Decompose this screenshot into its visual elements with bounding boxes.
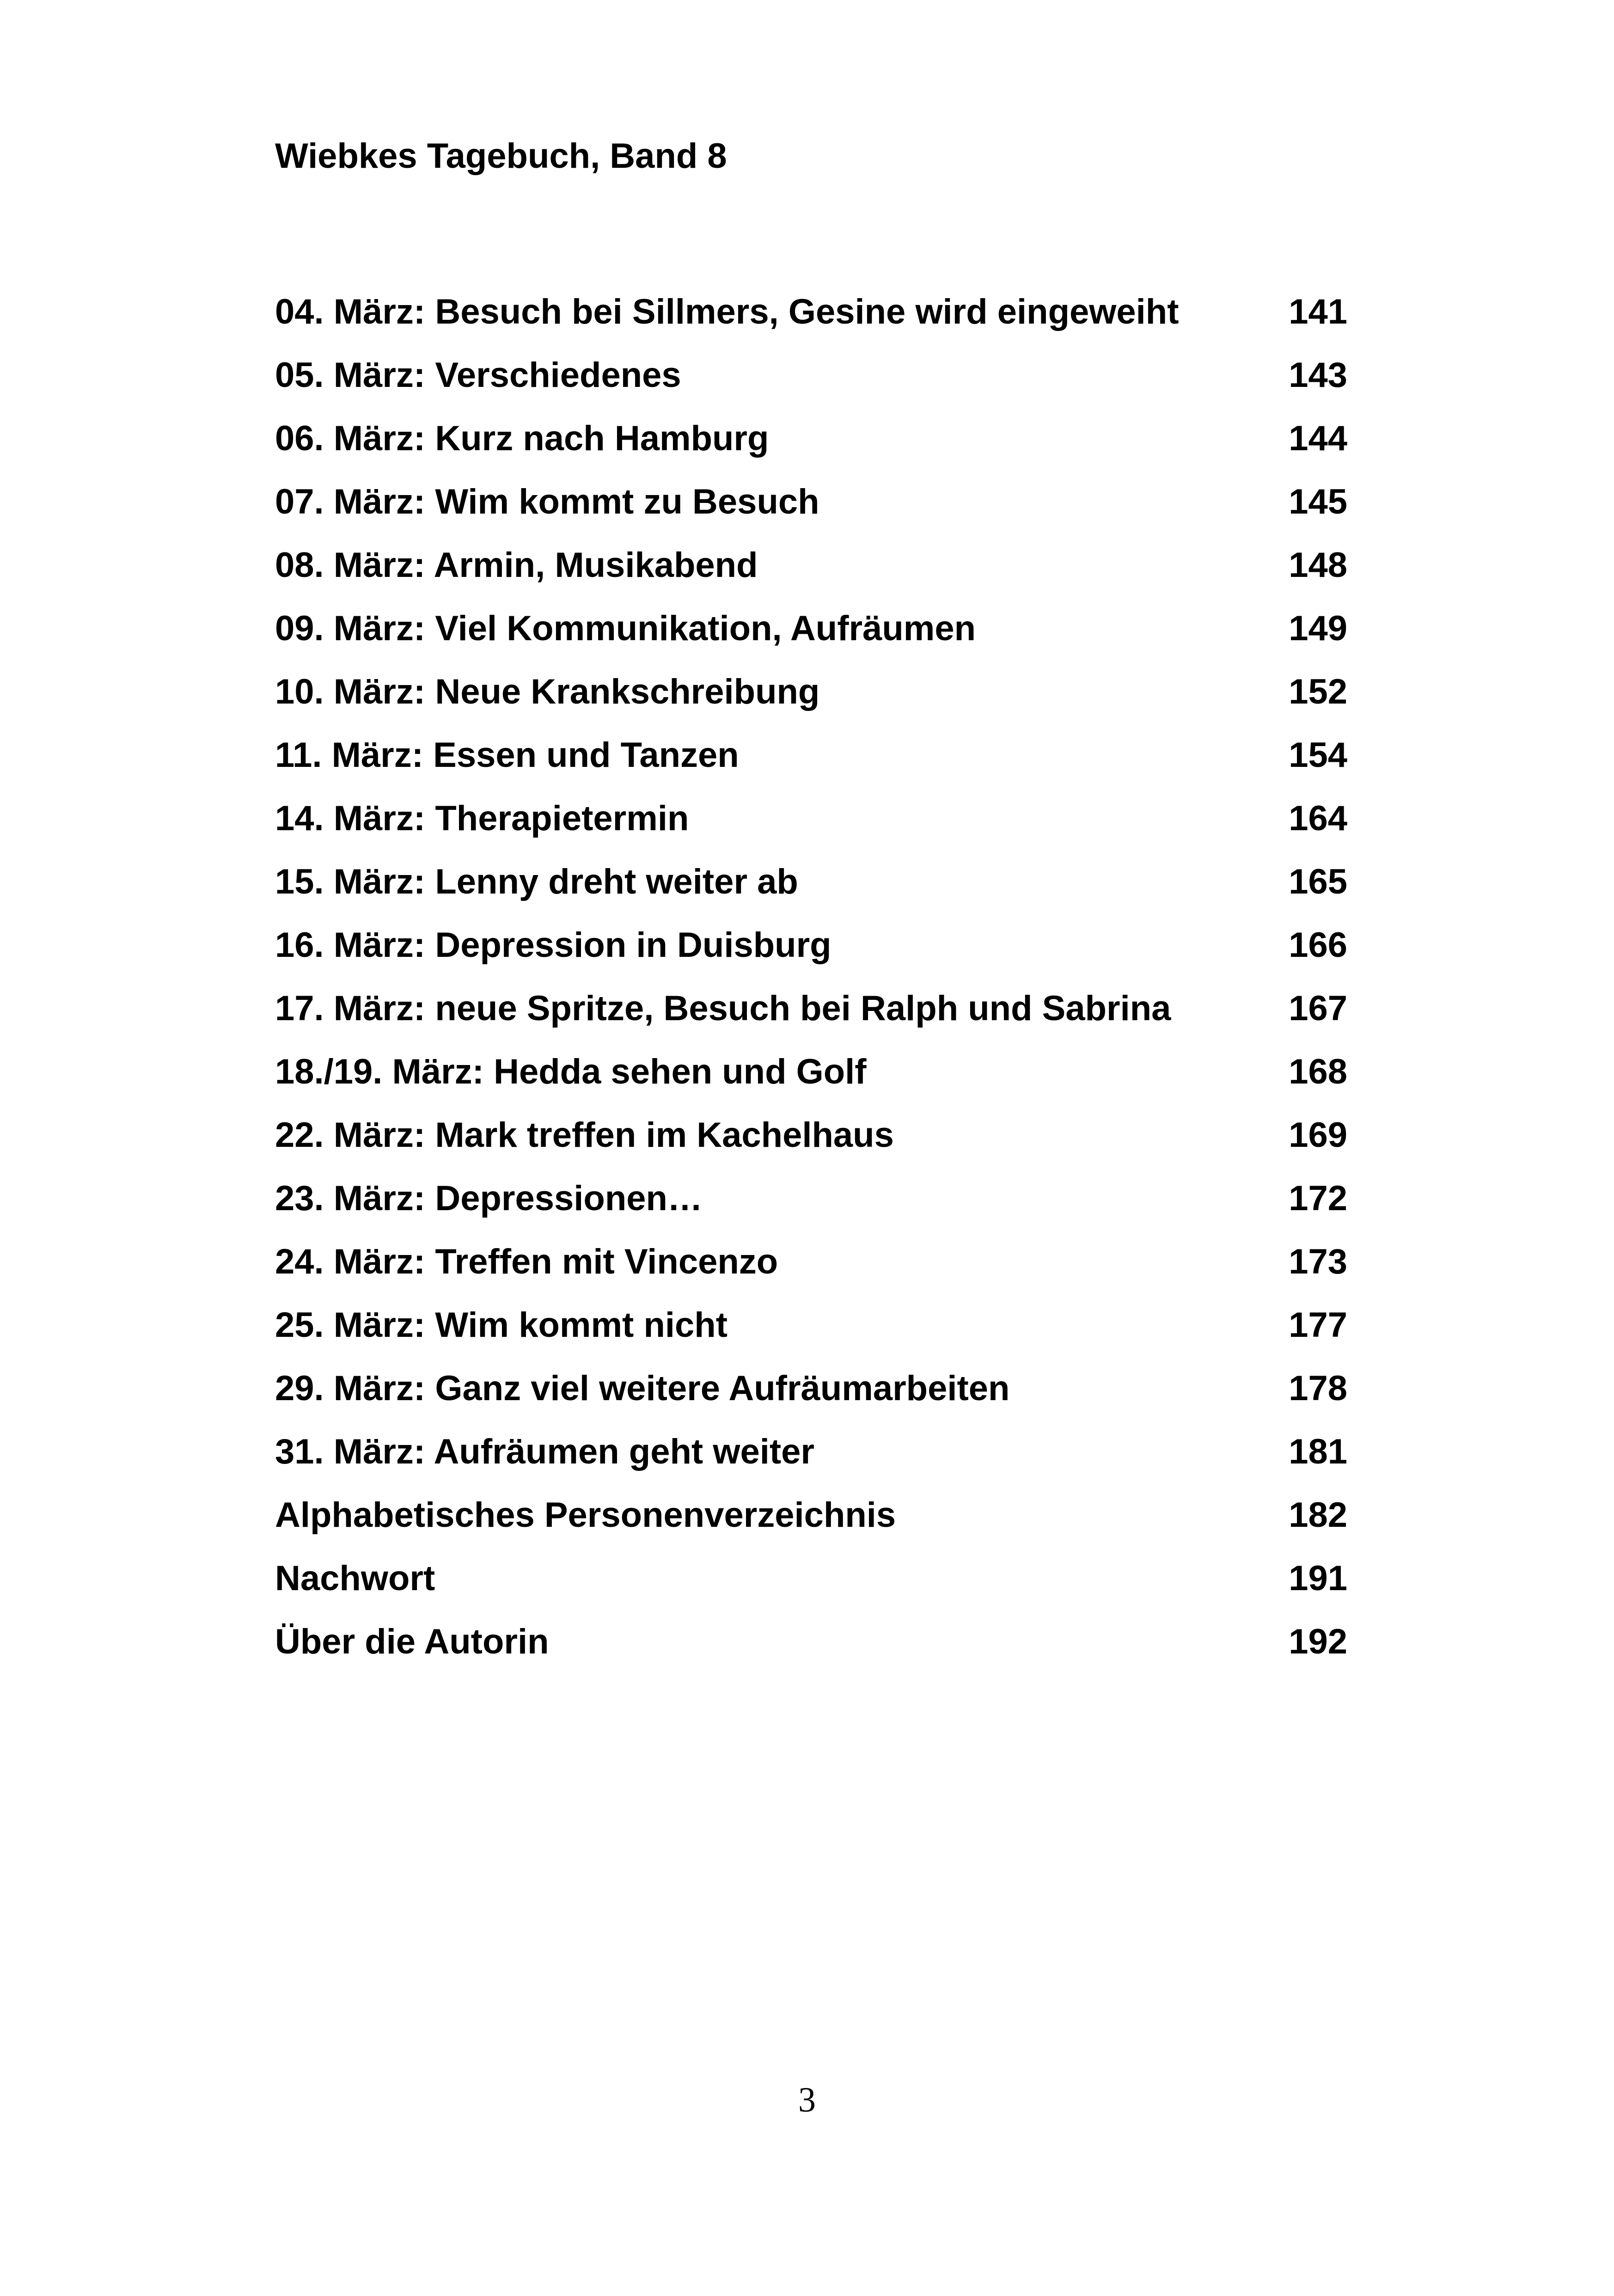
toc-entry-page: 152 [1289, 672, 1347, 711]
toc-entry-title: 16. März: Depression in Duisburg [275, 925, 831, 965]
toc-entry-page: 141 [1289, 292, 1347, 331]
toc-entry-page: 192 [1289, 1622, 1347, 1661]
toc-entry-page: 182 [1289, 1495, 1347, 1535]
toc-entry [275, 1115, 1347, 1181]
toc-entry [275, 355, 1347, 421]
toc-entry-page: 169 [1289, 1115, 1347, 1155]
toc-entry-title: 14. März: Therapietermin [275, 799, 689, 838]
toc-entry-page: 173 [1289, 1242, 1347, 1281]
toc-entry-page: 177 [1289, 1305, 1347, 1345]
table-of-contents [275, 294, 1347, 1688]
toc-entry-page: 144 [1289, 419, 1347, 458]
toc-entry-title: 17. März: neue Spritze, Besuch bei Ralph und Sabrina [275, 989, 1171, 1028]
toc-entry-page: 143 [1289, 355, 1347, 395]
toc-entry [275, 1495, 1347, 1561]
toc-entry [275, 1434, 1347, 1498]
toc-entry [275, 735, 1347, 801]
toc-entry-page: 191 [1289, 1559, 1347, 1598]
toc-entry-title: Alphabetisches Personenverzeichnis [275, 1495, 896, 1535]
toc-entry [275, 421, 1347, 484]
toc-entry [275, 864, 1347, 928]
toc-entry-page: 154 [1289, 735, 1347, 775]
toc-entry-page: 167 [1289, 989, 1347, 1028]
toc-entry-title: 08. März: Armin, Musikabend [275, 545, 758, 585]
toc-entry-page: 172 [1289, 1179, 1347, 1218]
toc-entry [275, 1244, 1347, 1308]
toc-entry-page: 181 [1289, 1432, 1347, 1471]
toc-entry-title: 07. März: Wim kommt zu Besuch [275, 482, 819, 521]
toc-entry-page: 168 [1289, 1052, 1347, 1091]
toc-entry [275, 1561, 1347, 1624]
toc-entry-title: 18./19. März: Hedda sehen und Golf [275, 1052, 867, 1091]
toc-entry-title: 04. März: Besuch bei Sillmers, Gesine wird eingeweiht [275, 292, 1179, 331]
book-title: Wiebkes Tagebuch, Band 8 [275, 136, 727, 176]
toc-entry [275, 294, 1347, 358]
toc-entry-title: 29. März: Ganz viel weitere Aufräumarbeiten [275, 1369, 1010, 1408]
toc-entry-title: Nachwort [275, 1559, 435, 1598]
toc-entry [275, 484, 1347, 548]
toc-entry-page: 166 [1289, 925, 1347, 965]
toc-entry [275, 545, 1347, 611]
toc-entry [275, 611, 1347, 674]
toc-entry-title: 06. März: Kurz nach Hamburg [275, 419, 769, 458]
toc-entry [275, 991, 1347, 1054]
toc-entry-title: 05. März: Verschiedenes [275, 355, 681, 395]
toc-entry-page: 165 [1289, 862, 1347, 901]
toc-entry-title: 10. März: Neue Krankschreibung [275, 672, 820, 711]
toc-entry-title: 24. März: Treffen mit Vincenzo [275, 1242, 778, 1281]
toc-entry [275, 1054, 1347, 1118]
toc-entry-title: 15. März: Lenny dreht weiter ab [275, 862, 798, 901]
toc-entry [275, 674, 1347, 738]
toc-entry [275, 1624, 1347, 1688]
toc-entry-title: Über die Autorin [275, 1622, 549, 1661]
toc-entry [275, 925, 1347, 991]
toc-entry-title: 25. März: Wim kommt nicht [275, 1305, 728, 1345]
toc-entry-title: 22. März: Mark treffen im Kachelhaus [275, 1115, 894, 1155]
toc-entry-title: 11. März: Essen und Tanzen [275, 735, 739, 775]
toc-entry [275, 1305, 1347, 1371]
toc-entry-page: 149 [1289, 609, 1347, 648]
toc-entry [275, 801, 1347, 864]
toc-entry [275, 1371, 1347, 1434]
toc-entry [275, 1181, 1347, 1244]
toc-entry-page: 164 [1289, 799, 1347, 838]
toc-entry-title: 31. März: Aufräumen geht weiter [275, 1432, 814, 1471]
toc-entry-page: 178 [1289, 1369, 1347, 1408]
toc-entry-page: 145 [1289, 482, 1347, 521]
toc-entry-page: 148 [1289, 545, 1347, 585]
page-number: 3 [798, 2081, 816, 2119]
toc-entry-title: 23. März: Depressionen… [275, 1179, 703, 1218]
toc-entry-title: 09. März: Viel Kommunikation, Aufräumen [275, 609, 976, 648]
